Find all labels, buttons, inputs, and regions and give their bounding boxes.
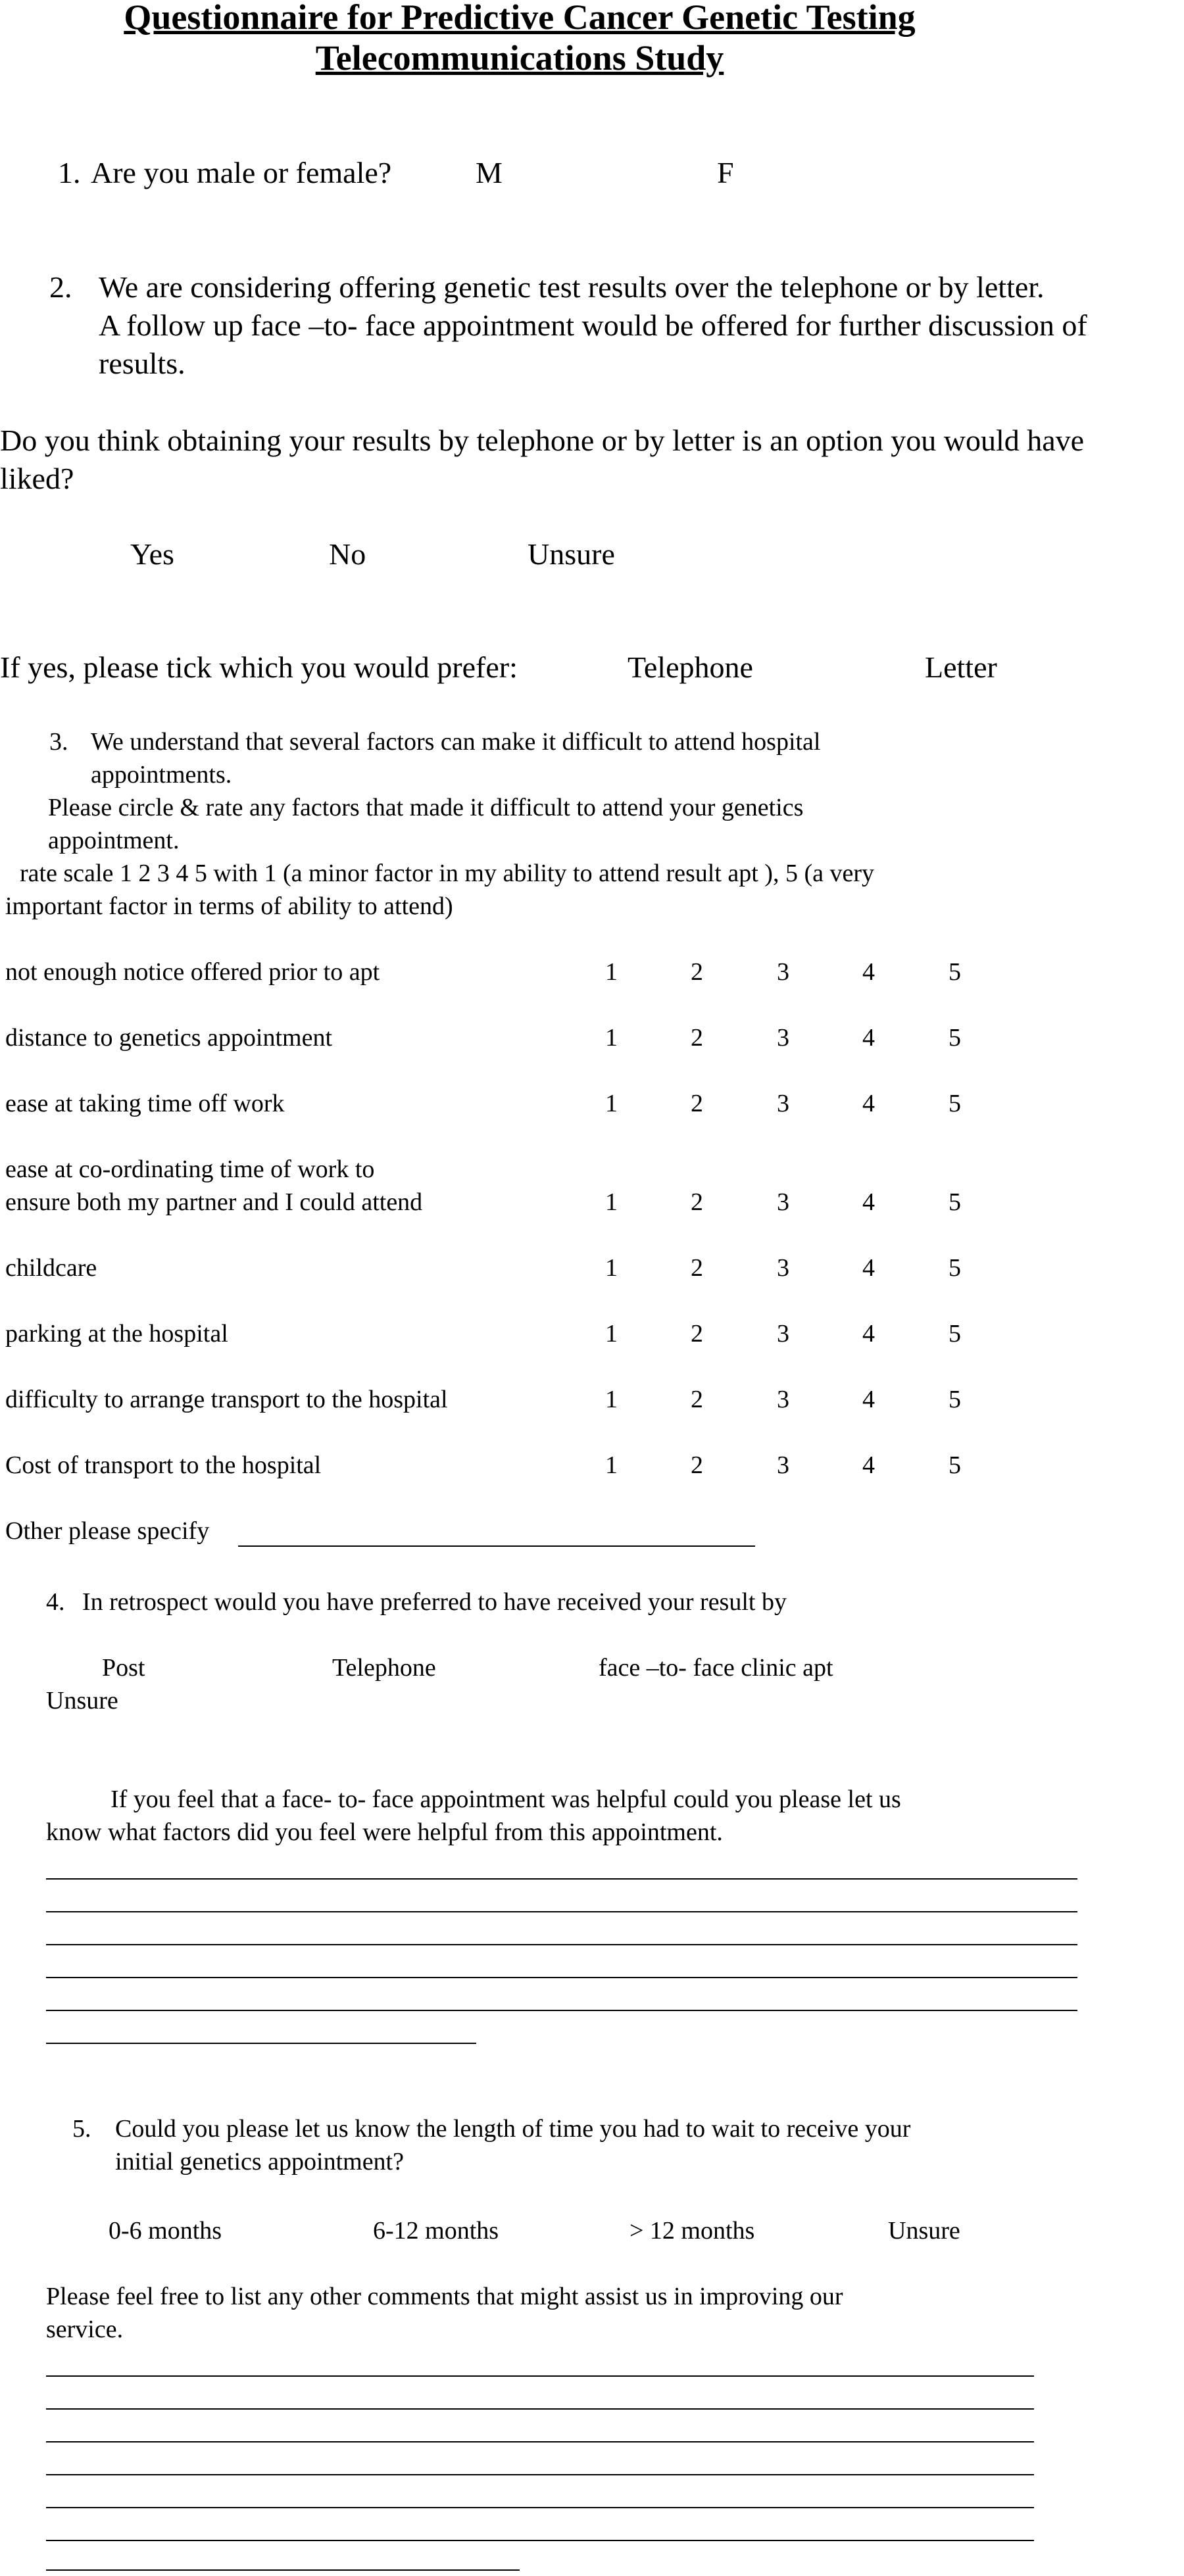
factor-label: ensure both my partner and I could attend: [5, 1188, 423, 1216]
rating-option-3[interactable]: 3: [777, 1320, 789, 1348]
rating-option-4[interactable]: 4: [862, 1024, 875, 1052]
rating-option-2[interactable]: 2: [691, 1320, 703, 1348]
q2-line: results.: [99, 347, 185, 380]
rating-option-5[interactable]: 5: [949, 1451, 961, 1479]
rating-option-2[interactable]: 2: [691, 1451, 703, 1479]
rating-option-2[interactable]: 2: [691, 958, 703, 986]
q5-option-unsure[interactable]: Unsure: [888, 2217, 960, 2245]
comment-line[interactable]: [46, 2507, 1034, 2508]
q1-option-f[interactable]: F: [717, 156, 734, 189]
rating-option-3[interactable]: 3: [777, 1188, 789, 1216]
answer-line[interactable]: [46, 1977, 1077, 1978]
factor-label: not enough notice offered prior to apt: [5, 958, 380, 986]
rating-option-4[interactable]: 4: [862, 1320, 875, 1348]
rating-option-4[interactable]: 4: [862, 1090, 875, 1117]
q3-scale-line: important factor in terms of ability to attend): [5, 892, 453, 920]
q3-number: 3.: [49, 728, 68, 756]
rating-option-3[interactable]: 3: [777, 1254, 789, 1282]
q4-option-telephone[interactable]: Telephone: [332, 1654, 436, 1682]
q1-option-m[interactable]: M: [476, 156, 503, 189]
rating-option-3[interactable]: 3: [777, 1386, 789, 1413]
q4-text: In retrospect would you have preferred to have received your result by: [82, 1588, 787, 1616]
rating-option-1[interactable]: 1: [605, 1451, 618, 1479]
factor-label: parking at the hospital: [5, 1320, 228, 1348]
rating-option-4[interactable]: 4: [862, 958, 875, 986]
rating-option-1[interactable]: 1: [605, 1386, 618, 1413]
comments-line: Please feel free to list any other comments that might assist us in improving our: [46, 2283, 843, 2310]
rating-option-5[interactable]: 5: [949, 1254, 961, 1282]
rating-option-3[interactable]: 3: [777, 1451, 789, 1479]
comments-line: service.: [46, 2316, 124, 2343]
q3-scale-line: rate scale 1 2 3 4 5 with 1 (a minor factor in my ability to attend result apt ), 5 (a very: [20, 860, 874, 887]
rating-option-1[interactable]: 1: [605, 1320, 618, 1348]
q2-option-yes[interactable]: Yes: [130, 537, 174, 571]
rating-option-1[interactable]: 1: [605, 958, 618, 986]
rating-option-2[interactable]: 2: [691, 1254, 703, 1282]
q2-line: We are considering offering genetic test results over the telephone or by letter.: [99, 270, 1045, 304]
answer-line[interactable]: [46, 1911, 1077, 1912]
rating-option-2[interactable]: 2: [691, 1386, 703, 1413]
rating-option-1[interactable]: 1: [605, 1090, 618, 1117]
comment-line[interactable]: [46, 2441, 1034, 2442]
factor-label: Cost of transport to the hospital: [5, 1451, 322, 1479]
q4-followup-line: know what factors did you feel were helpful from this appointment.: [46, 1818, 723, 1846]
page-subtitle: Telecommunications Study: [315, 38, 724, 78]
q2-option-unsure[interactable]: Unsure: [528, 537, 615, 571]
comment-line[interactable]: [46, 2540, 1034, 2541]
other-specify-line[interactable]: [238, 1545, 755, 1547]
answer-line[interactable]: [46, 2010, 1077, 2011]
rating-option-2[interactable]: 2: [691, 1090, 703, 1117]
rating-option-3[interactable]: 3: [777, 1024, 789, 1052]
rating-option-3[interactable]: 3: [777, 1090, 789, 1117]
rating-option-5[interactable]: 5: [949, 1024, 961, 1052]
q5-number: 5.: [72, 2115, 91, 2143]
q3-instruction-line: Please circle & rate any factors that made it difficult to attend your genetics: [48, 794, 804, 821]
rating-option-4[interactable]: 4: [862, 1254, 875, 1282]
q5-option-over-12[interactable]: > 12 months: [629, 2217, 755, 2245]
rating-option-5[interactable]: 5: [949, 1188, 961, 1216]
q1-text: Are you male or female?: [91, 156, 392, 189]
q5-line: Could you please let us know the length of time you had to wait to receive your: [115, 2115, 911, 2143]
q2-line: A follow up face –to- face appointment would be offered for further discussion of: [99, 308, 1087, 342]
factor-label: distance to genetics appointment: [5, 1024, 333, 1052]
rating-option-1[interactable]: 1: [605, 1188, 618, 1216]
answer-line[interactable]: [46, 1878, 1077, 1880]
q2-prefer-letter[interactable]: Letter: [925, 650, 997, 684]
q3-line: appointments.: [91, 761, 232, 789]
q2-prefer-text: If yes, please tick which you would prefer:: [0, 650, 518, 684]
comment-line[interactable]: [46, 2375, 1034, 2377]
q5-option-0-6[interactable]: 0-6 months: [109, 2217, 222, 2245]
rating-option-5[interactable]: 5: [949, 1386, 961, 1413]
factor-label: childcare: [5, 1254, 97, 1282]
q5-option-6-12[interactable]: 6-12 months: [373, 2217, 499, 2245]
rating-option-4[interactable]: 4: [862, 1386, 875, 1413]
q4-option-face-to-face[interactable]: face –to- face clinic apt: [599, 1654, 833, 1682]
q2-number: 2.: [49, 270, 72, 304]
q4-followup-line: If you feel that a face- to- face appointment was helpful could you please let us: [111, 1786, 901, 1813]
rating-option-5[interactable]: 5: [949, 1090, 961, 1117]
rating-option-2[interactable]: 2: [691, 1024, 703, 1052]
q5-line: initial genetics appointment?: [115, 2148, 404, 2175]
q3-instruction-line: appointment.: [48, 827, 180, 854]
comment-line[interactable]: [46, 2474, 1034, 2475]
rating-option-1[interactable]: 1: [605, 1254, 618, 1282]
rating-option-1[interactable]: 1: [605, 1024, 618, 1052]
factor-label-line1: ease at co-ordinating time of work to: [5, 1155, 375, 1183]
comment-line[interactable]: [46, 2569, 520, 2571]
q4-number: 4.: [46, 1588, 65, 1616]
factor-label: ease at taking time off work: [5, 1090, 285, 1117]
q1-number: 1.: [58, 156, 81, 189]
rating-option-3[interactable]: 3: [777, 958, 789, 986]
comment-line[interactable]: [46, 2408, 1034, 2410]
q2-question-line: Do you think obtaining your results by telephone or by letter is an option you would have: [0, 424, 1085, 457]
q2-option-no[interactable]: No: [329, 537, 366, 571]
rating-option-4[interactable]: 4: [862, 1451, 875, 1479]
answer-line[interactable]: [46, 1944, 1077, 1945]
q2-prefer-telephone[interactable]: Telephone: [628, 650, 753, 684]
rating-option-5[interactable]: 5: [949, 958, 961, 986]
rating-option-2[interactable]: 2: [691, 1188, 703, 1216]
q4-option-unsure[interactable]: Unsure: [46, 1687, 118, 1714]
q3-line: We understand that several factors can make it difficult to attend hospital: [91, 728, 821, 756]
q4-option-post[interactable]: Post: [102, 1654, 145, 1682]
factor-label: difficulty to arrange transport to the hospital: [5, 1386, 448, 1413]
q2-question-line: liked?: [0, 462, 74, 495]
answer-line[interactable]: [46, 2043, 476, 2044]
rating-option-4[interactable]: 4: [862, 1188, 875, 1216]
rating-option-5[interactable]: 5: [949, 1320, 961, 1348]
other-specify-label: Other please specify: [5, 1517, 210, 1545]
page-title: Questionnaire for Predictive Cancer Genetic Testing: [124, 0, 916, 37]
